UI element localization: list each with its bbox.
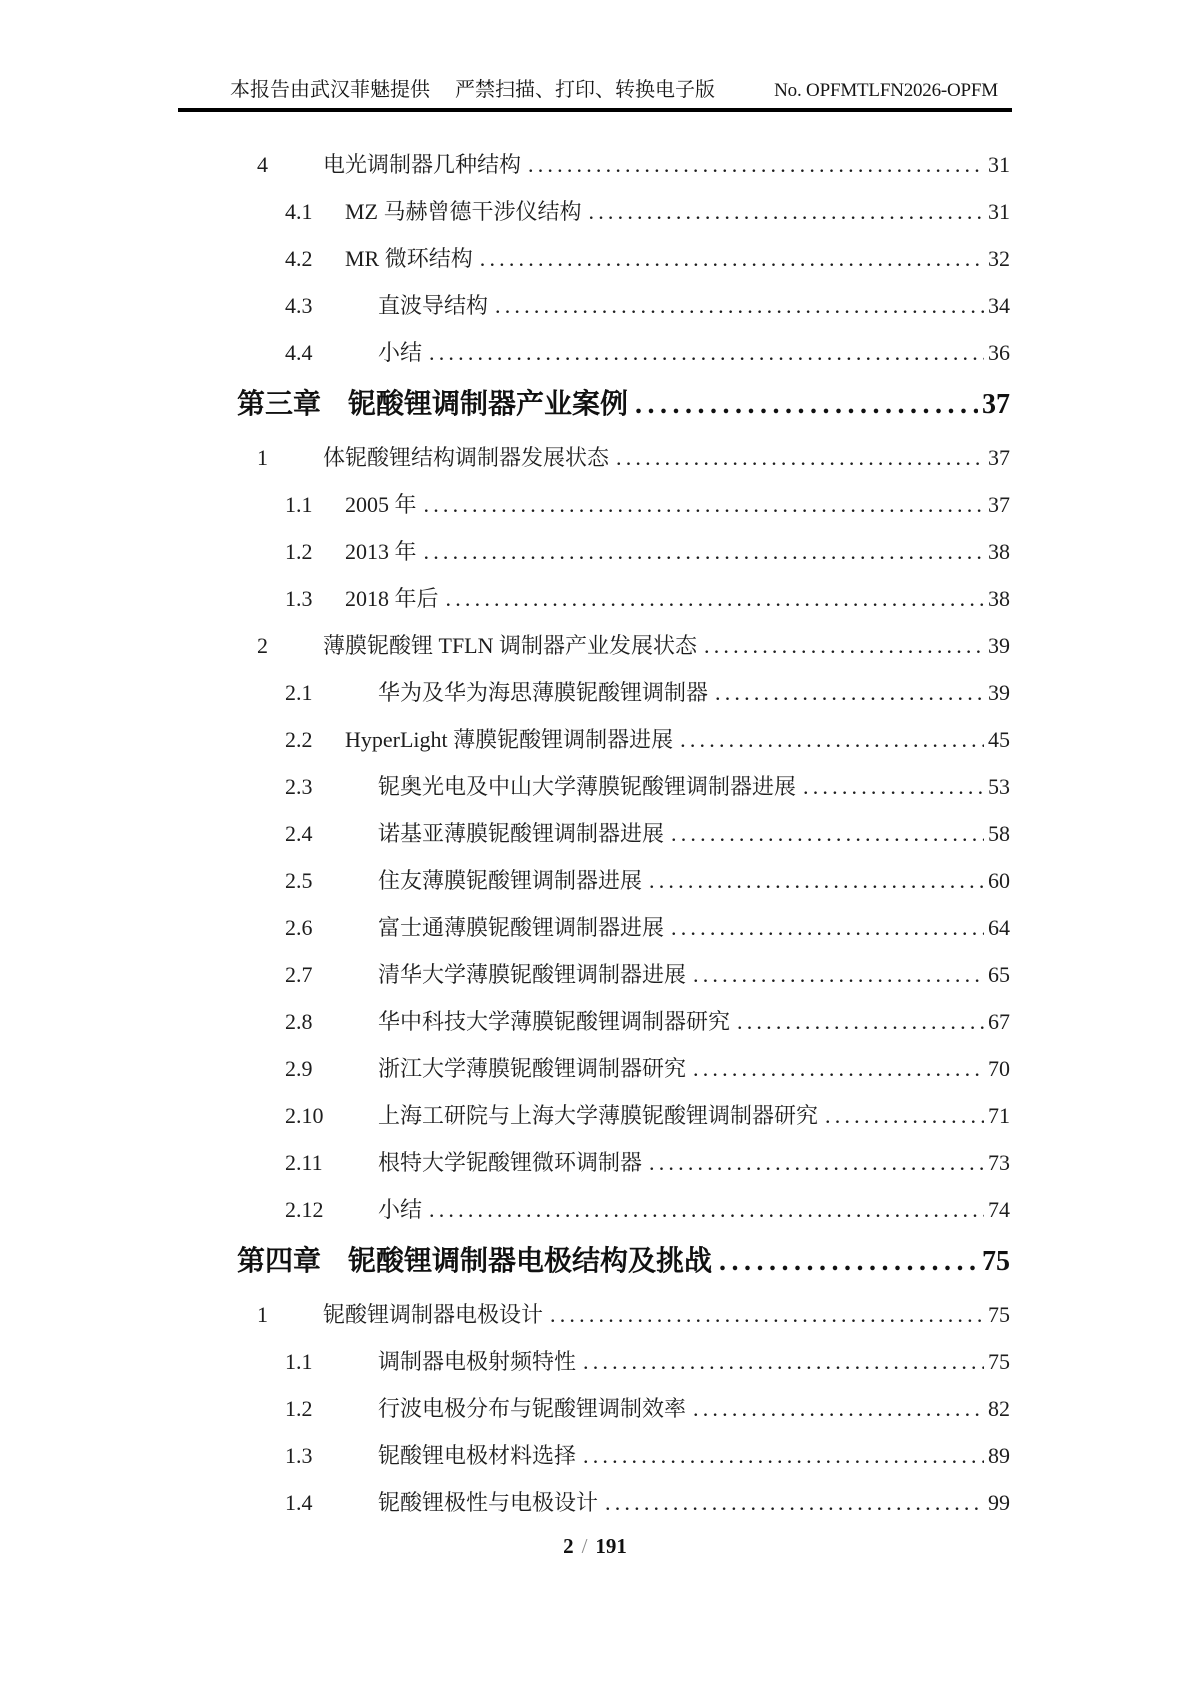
dot-leader xyxy=(704,622,984,669)
toc-entry-page: 89 xyxy=(988,1443,1010,1468)
toc-entry-title: 2018 年后 xyxy=(345,586,439,611)
dot-leader xyxy=(671,904,984,951)
toc-entry-title: 电光调制器几种结构 xyxy=(323,152,522,177)
table-of-contents xyxy=(178,141,1012,1526)
toc-entry-title: 薄膜铌酸锂 TFLN 调制器产业发展状态 xyxy=(323,633,698,658)
dot-leader xyxy=(424,528,984,575)
toc-entry-page: 65 xyxy=(988,962,1010,987)
toc-entry[interactable] xyxy=(178,282,1012,329)
toc-entry[interactable] xyxy=(178,1045,1012,1092)
dot-leader xyxy=(680,716,984,763)
toc-entry[interactable] xyxy=(178,481,1012,528)
toc-entry-page: 31 xyxy=(988,199,1010,224)
toc-entry-title: 铌酸锂调制器电极设计 xyxy=(323,1302,544,1327)
toc-entry-title: 铌酸锂调制器电极结构及挑战 xyxy=(348,1246,713,1277)
dot-leader xyxy=(671,810,984,857)
dot-leader xyxy=(649,1139,984,1186)
page-header xyxy=(178,76,1012,104)
toc-entry-title: 清华大学薄膜铌酸锂调制器进展 xyxy=(378,962,687,987)
dot-leader xyxy=(693,1385,984,1432)
toc-entry[interactable] xyxy=(178,1233,1012,1291)
toc-entry[interactable] xyxy=(178,1479,1012,1526)
toc-entry-title: 上海工研院与上海大学薄膜铌酸锂调制器研究 xyxy=(378,1103,819,1128)
toc-entry-page: 32 xyxy=(988,246,1010,271)
toc-entry[interactable] xyxy=(178,376,1012,434)
dot-leader xyxy=(429,329,984,376)
toc-entry-title: 铌酸锂调制器产业案例 xyxy=(348,389,629,420)
toc-entry-number: 1.2 xyxy=(285,1396,313,1421)
toc-entry-number: 4.3 xyxy=(285,293,313,318)
toc-entry[interactable] xyxy=(178,434,1012,481)
toc-entry-page: 39 xyxy=(988,680,1010,705)
toc-entry-title: 体铌酸锂结构调制器发展状态 xyxy=(323,445,610,470)
toc-entry-title: MZ 马赫曾德干涉仪结构 xyxy=(345,199,582,224)
toc-entry-page: 38 xyxy=(988,586,1010,611)
dot-leader xyxy=(480,235,984,282)
dot-leader xyxy=(429,1186,984,1233)
toc-entry-number: 第四章 xyxy=(237,1246,322,1277)
toc-entry-page: 37 xyxy=(988,492,1010,517)
toc-entry-title: HyperLight 薄膜铌酸锂调制器进展 xyxy=(345,727,674,752)
toc-entry-page: 75 xyxy=(988,1349,1010,1374)
toc-entry-title: 铌奥光电及中山大学薄膜铌酸锂调制器进展 xyxy=(378,774,797,799)
toc-entry-page: 36 xyxy=(988,340,1010,365)
toc-entry-number: 1.3 xyxy=(285,586,313,611)
toc-entry-number: 2.12 xyxy=(285,1197,324,1222)
toc-entry[interactable] xyxy=(178,857,1012,904)
toc-entry-title: 2013 年 xyxy=(345,539,417,564)
toc-entry[interactable] xyxy=(178,528,1012,575)
toc-entry-number: 2.5 xyxy=(285,868,313,893)
toc-entry-page: 53 xyxy=(988,774,1010,799)
toc-entry-page: 70 xyxy=(988,1056,1010,1081)
toc-entry[interactable] xyxy=(178,1186,1012,1233)
toc-entry-title: 铌酸锂电极材料选择 xyxy=(378,1443,577,1468)
dot-leader xyxy=(737,998,984,1045)
dot-leader xyxy=(715,669,984,716)
dot-leader xyxy=(528,141,984,188)
dot-leader xyxy=(446,575,984,622)
dot-leader xyxy=(424,481,984,528)
toc-entry[interactable] xyxy=(178,1432,1012,1479)
toc-entry-page: 67 xyxy=(988,1009,1010,1034)
header-report-number: No. OPFMTLFN2026-OPFM xyxy=(774,80,998,101)
toc-entry-number: 1.4 xyxy=(285,1490,313,1515)
header-rule xyxy=(178,108,1012,112)
toc-entry[interactable] xyxy=(178,622,1012,669)
toc-entry-page: 71 xyxy=(988,1103,1010,1128)
toc-entry[interactable] xyxy=(178,1092,1012,1139)
toc-entry-title: 2005 年 xyxy=(345,492,417,517)
toc-entry[interactable] xyxy=(178,716,1012,763)
toc-entry-number: 2.2 xyxy=(285,727,313,752)
dot-leader xyxy=(719,1233,978,1291)
toc-entry-title: 小结 xyxy=(378,1197,423,1222)
toc-entry-title: 住友薄膜铌酸锂调制器进展 xyxy=(378,868,643,893)
page-separator: / xyxy=(581,1534,588,1558)
toc-entry-page: 37 xyxy=(988,445,1010,470)
toc-entry[interactable] xyxy=(178,904,1012,951)
toc-entry-number: 第三章 xyxy=(237,389,322,420)
toc-entry-page: 38 xyxy=(988,539,1010,564)
toc-entry-number: 2.4 xyxy=(285,821,313,846)
toc-entry-page: 45 xyxy=(988,727,1010,752)
toc-entry[interactable] xyxy=(178,329,1012,376)
toc-entry-number: 1.1 xyxy=(285,1349,313,1374)
toc-entry[interactable] xyxy=(178,763,1012,810)
dot-leader xyxy=(825,1092,984,1139)
toc-entry-title: 华中科技大学薄膜铌酸锂调制器研究 xyxy=(378,1009,731,1034)
toc-entry-title: 华为及华为海思薄膜铌酸锂调制器 xyxy=(378,680,709,705)
toc-entry-title: 富士通薄膜铌酸锂调制器进展 xyxy=(378,915,665,940)
toc-entry[interactable] xyxy=(178,575,1012,622)
toc-entry[interactable] xyxy=(178,998,1012,1045)
toc-entry-number: 1.2 xyxy=(285,539,313,564)
toc-entry-title: 诺基亚薄膜铌酸锂调制器进展 xyxy=(378,821,665,846)
dot-leader xyxy=(605,1479,984,1526)
toc-entry-number: 1 xyxy=(257,445,268,470)
total-page-count: 191 xyxy=(595,1534,627,1558)
dot-leader xyxy=(803,763,984,810)
toc-entry-number: 2 xyxy=(257,633,268,658)
toc-entry-number: 2.11 xyxy=(285,1150,323,1175)
toc-entry-number: 1 xyxy=(257,1302,268,1327)
toc-entry-title: 铌酸锂极性与电极设计 xyxy=(378,1490,599,1515)
toc-entry[interactable] xyxy=(178,1338,1012,1385)
toc-entry-number: 4 xyxy=(257,152,268,177)
toc-entry[interactable] xyxy=(178,1385,1012,1432)
toc-entry[interactable] xyxy=(178,188,1012,235)
toc-entry-title: 直波导结构 xyxy=(378,293,489,318)
toc-entry-page: 60 xyxy=(988,868,1010,893)
toc-entry-number: 2.7 xyxy=(285,962,313,987)
toc-entry-number: 2.8 xyxy=(285,1009,313,1034)
toc-entry-page: 64 xyxy=(988,915,1010,940)
toc-entry-title: 小结 xyxy=(378,340,423,365)
toc-entry[interactable] xyxy=(178,235,1012,282)
toc-entry-title: 根特大学铌酸锂微环调制器 xyxy=(378,1150,643,1175)
toc-entry-title: 调制器电极射频特性 xyxy=(378,1349,577,1374)
dot-leader xyxy=(693,951,984,998)
toc-entry-title: 浙江大学薄膜铌酸锂调制器研究 xyxy=(378,1056,687,1081)
dot-leader xyxy=(616,434,984,481)
dot-leader xyxy=(550,1291,984,1338)
dot-leader xyxy=(583,1338,984,1385)
dot-leader xyxy=(693,1045,984,1092)
toc-entry-page: 31 xyxy=(988,152,1010,177)
toc-entry-page: 75 xyxy=(982,1246,1010,1277)
toc-entry[interactable] xyxy=(178,1139,1012,1186)
toc-entry-number: 2.10 xyxy=(285,1103,324,1128)
toc-entry[interactable] xyxy=(178,1291,1012,1338)
dot-leader xyxy=(649,857,984,904)
toc-entry-number: 2.9 xyxy=(285,1056,313,1081)
toc-entry-number: 2.3 xyxy=(285,774,313,799)
toc-entry-page: 34 xyxy=(988,293,1010,318)
toc-entry[interactable] xyxy=(178,810,1012,857)
toc-entry-page: 39 xyxy=(988,633,1010,658)
header-warning-text: 严禁扫描、打印、转换电子版 xyxy=(455,79,715,101)
toc-entry-number: 1.1 xyxy=(285,492,313,517)
header-provider-text: 本报告由武汉菲魅提供 xyxy=(230,79,430,101)
current-page-number: 2 xyxy=(563,1534,574,1558)
toc-entry-number: 4.2 xyxy=(285,246,313,271)
toc-entry-title: 行波电极分布与铌酸锂调制效率 xyxy=(378,1396,687,1421)
toc-entry-page: 75 xyxy=(988,1302,1010,1327)
dot-leader xyxy=(635,376,978,434)
toc-entry-page: 82 xyxy=(988,1396,1010,1421)
toc-entry-number: 4.1 xyxy=(285,199,313,224)
toc-entry-number: 4.4 xyxy=(285,340,313,365)
toc-entry-page: 73 xyxy=(988,1150,1010,1175)
toc-entry[interactable] xyxy=(178,141,1012,188)
toc-entry-page: 58 xyxy=(988,821,1010,846)
toc-entry-page: 99 xyxy=(988,1490,1010,1515)
toc-entry-number: 2.6 xyxy=(285,915,313,940)
toc-entry-number: 1.3 xyxy=(285,1443,313,1468)
toc-entry[interactable] xyxy=(178,951,1012,998)
toc-entry-page: 74 xyxy=(988,1197,1010,1222)
toc-entry[interactable] xyxy=(178,669,1012,716)
dot-leader xyxy=(583,1432,984,1479)
page-footer xyxy=(0,1534,1190,1559)
toc-entry-page: 37 xyxy=(982,389,1010,420)
toc-entry-number: 2.1 xyxy=(285,680,313,705)
dot-leader xyxy=(589,188,984,235)
dot-leader xyxy=(495,282,984,329)
toc-entry-title: MR 微环结构 xyxy=(345,246,473,271)
